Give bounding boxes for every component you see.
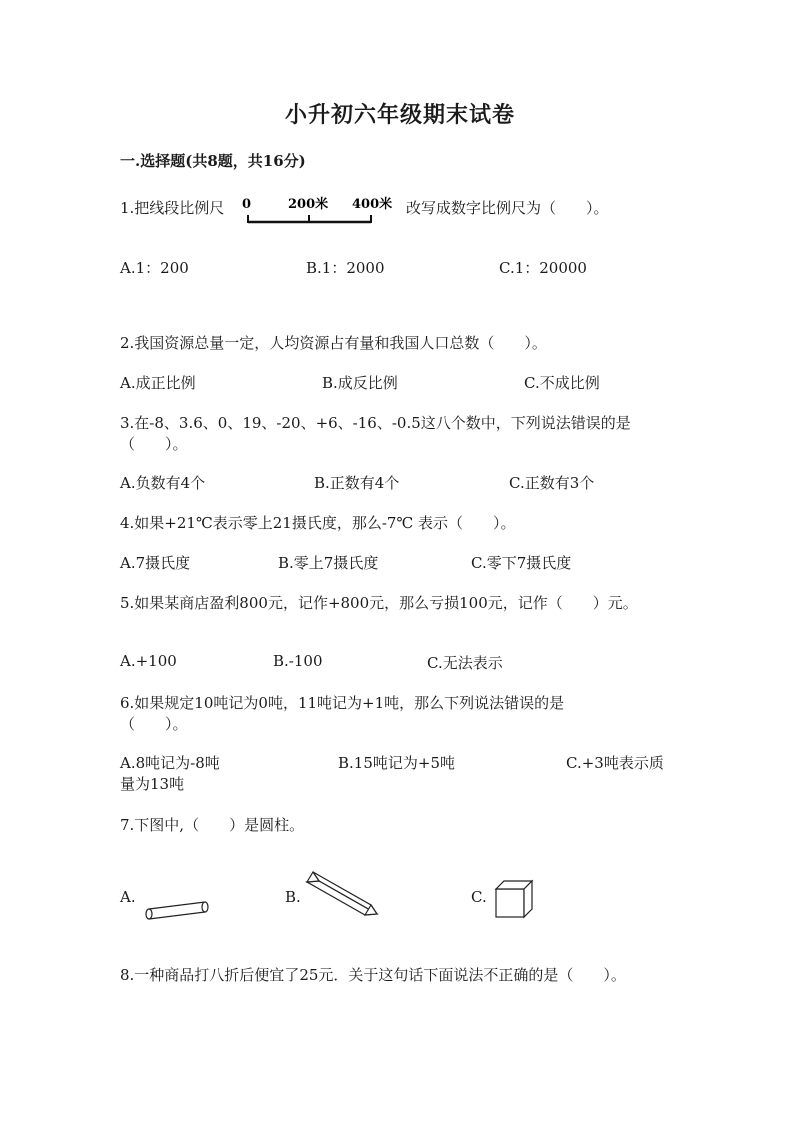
- question-6-stem-line2: （ ）。: [120, 715, 188, 733]
- question-2-option-a: A.成正比例: [120, 374, 196, 392]
- question-6-stem-line1: 6.如果规定10吨记为0吨，11吨记为+1吨，那么下列说法错误的是: [120, 694, 565, 712]
- question-6-option-a: A.8吨记为-8吨: [120, 754, 220, 772]
- question-4-option-a: A.7摄氏度: [120, 554, 191, 572]
- question-7-option-a: A.: [120, 888, 136, 906]
- question-6-option-c-continued: 量为13吨: [120, 775, 185, 793]
- question-1-option-b: B.1：2000: [306, 259, 385, 277]
- scale-label-400: 400米: [352, 197, 393, 212]
- question-1-stem-before: 1.把线段比例尺: [120, 199, 225, 217]
- question-8-stem: 8.一种商品打八折后便宜了25元．关于这句话下面说法不正确的是（ ）。: [120, 966, 626, 984]
- cube-figure: [492, 878, 536, 920]
- question-3-stem-line1: 3.在-8、3.6、0、19、-20、+6、-16、-0.5这八个数中，下列说法错误的是: [120, 414, 631, 432]
- question-5-option-c: C.无法表示: [427, 654, 503, 672]
- question-3-option-a: A.负数有4个: [120, 474, 206, 492]
- question-7-option-b: B.: [285, 888, 301, 906]
- question-5-option-b: B.-100: [273, 652, 323, 670]
- question-1-option-c: C.1：20000: [499, 259, 587, 277]
- question-7-option-c: C.: [471, 888, 487, 906]
- scale-label-200: 200米: [288, 197, 329, 212]
- question-6-option-c: C.+3吨表示质: [566, 754, 664, 772]
- question-2-option-b: B.成反比例: [322, 374, 398, 392]
- question-4-option-b: B.零上7摄氏度: [278, 554, 379, 572]
- question-1-stem-after: 改写成数字比例尺为（ ）。: [406, 199, 609, 217]
- triangular-prism-figure: [303, 868, 383, 928]
- line-scale-figure: [238, 192, 398, 228]
- scale-label-0: 0: [242, 197, 252, 212]
- cylinder-figure: [142, 893, 212, 923]
- question-3-stem-line2: （ ）。: [120, 435, 188, 453]
- question-7-stem: 7.下图中,（ ）是圆柱。: [120, 816, 305, 834]
- question-4-option-c: C.零下7摄氏度: [471, 554, 572, 572]
- section-heading: 一.选择题(共8题，共16分): [120, 152, 306, 170]
- question-3-option-c: C.正数有3个: [509, 474, 595, 492]
- question-3-option-b: B.正数有4个: [314, 474, 400, 492]
- question-4-stem: 4.如果+21℃表示零上21摄氏度，那么-7℃ 表示（ ）。: [120, 514, 516, 532]
- question-2-option-c: C.不成比例: [524, 374, 600, 392]
- question-1-option-a: A.1：200: [120, 259, 189, 277]
- question-2-stem: 2.我国资源总量一定，人均资源占有量和我国人口总数（ ）。: [120, 334, 547, 352]
- question-5-option-a: A.+100: [120, 652, 177, 670]
- question-6-option-b: B.15吨记为+5吨: [338, 754, 455, 772]
- page-title: 小升初六年级期末试卷: [284, 102, 515, 128]
- question-5-stem: 5.如果某商店盈利800元，记作+800元，那么亏损100元，记作（ ）元。: [120, 594, 638, 612]
